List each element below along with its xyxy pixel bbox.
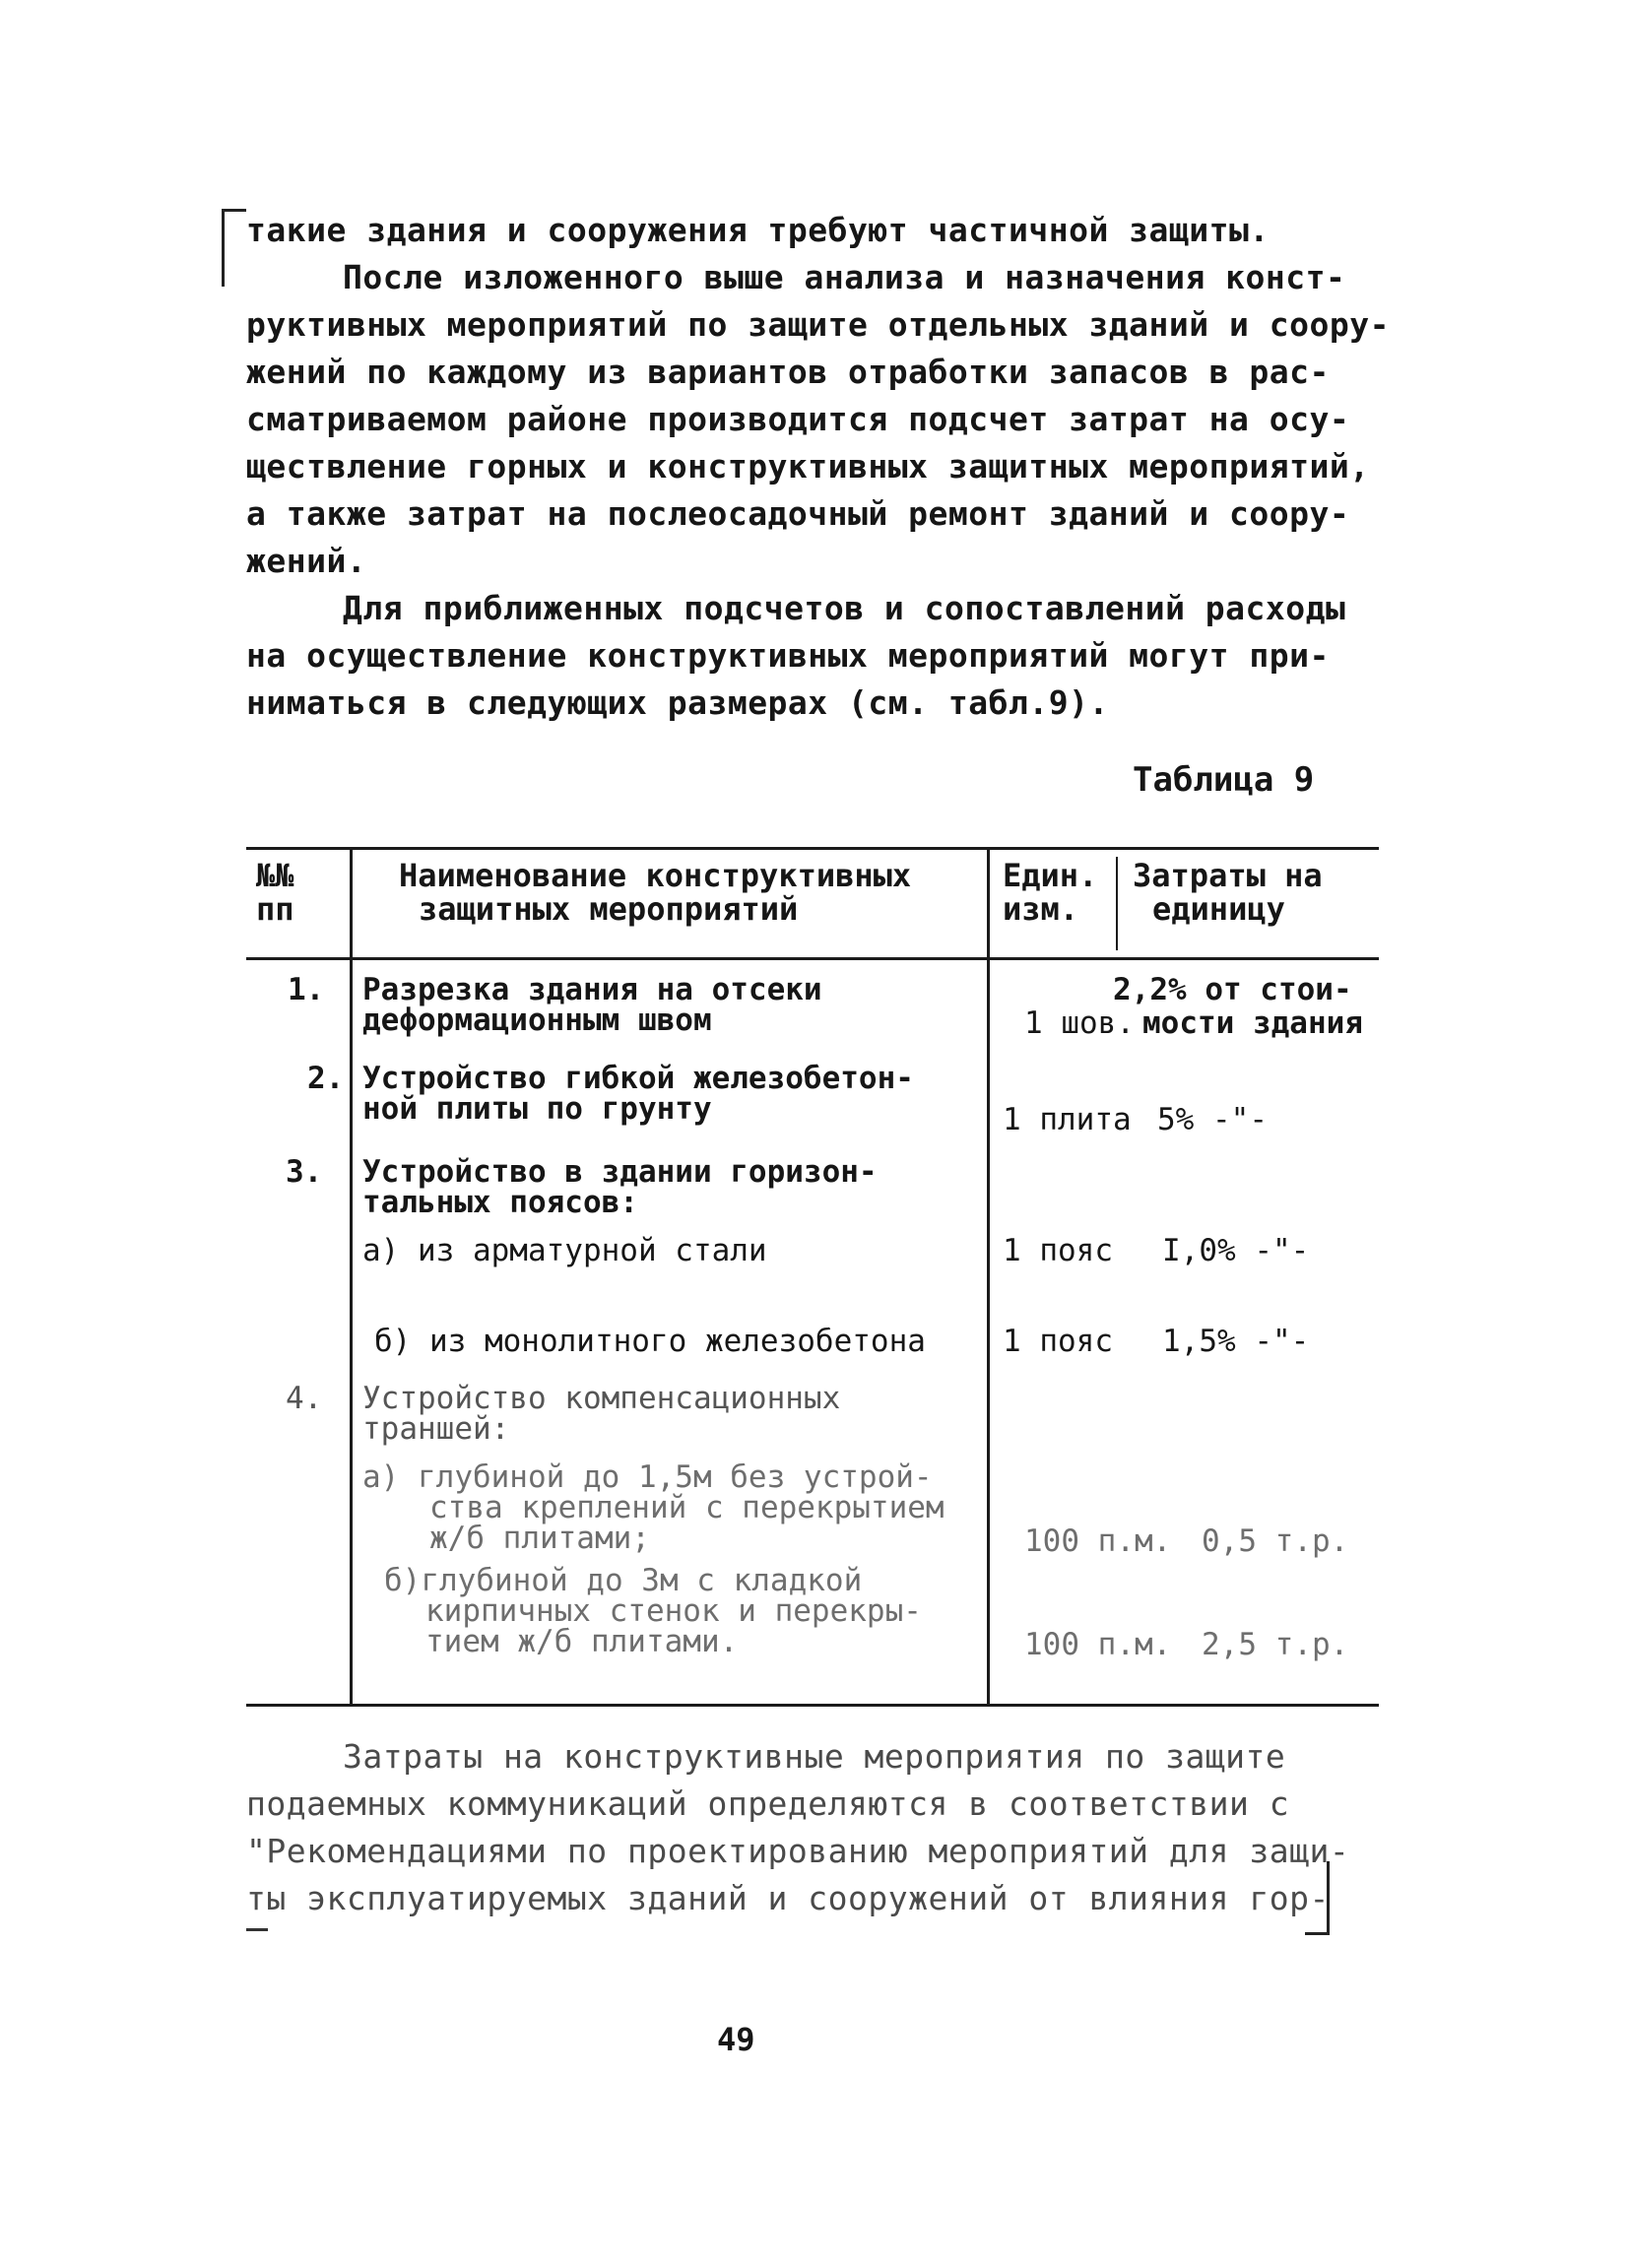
row-name (362, 1154, 878, 1220)
header-cost-line: Затраты на (1133, 857, 1323, 894)
subrow-name-line: тием ж/б плитами. (425, 1624, 739, 1659)
subrow-name (362, 1459, 945, 1556)
header-rule (246, 957, 1379, 960)
subrow-name-line: а) глубиной до 1,5м без устрой- (362, 1459, 933, 1495)
header-num (256, 859, 294, 926)
text-line: руктивных мероприятий по защите отдельных зданий и соору- (246, 305, 1390, 344)
subrow-cost: 2,5 т.р. (1202, 1627, 1349, 1662)
row-name-line: Устройство гибкой железобетон- (362, 1061, 914, 1096)
row-name-line: Разрезка здания на отсеки (362, 972, 822, 1007)
subrow-cost: I,0% -"- (1162, 1233, 1310, 1268)
subrow-cost: 1,5% -"- (1162, 1324, 1310, 1359)
header-num-line: пп (256, 890, 294, 928)
text-line: сматриваемом районе производится подсчет затрат на осу- (246, 400, 1350, 438)
row-name (362, 1061, 914, 1127)
subrow-name-line: б)глубиной до 3м с кладкой (384, 1563, 863, 1598)
text-line: ты эксплуатируемых зданий и сооружений от влияния гор- (246, 1879, 1330, 1917)
margin-mark (246, 1928, 268, 1931)
header-unit-line: Един. (1003, 857, 1098, 894)
text-line: подаемных коммуникаций определяются в соответствии с (246, 1784, 1290, 1823)
subrow-cost: 0,5 т.р. (1202, 1523, 1349, 1559)
table-bottom-rule (246, 1704, 1379, 1707)
row-number: 2. (307, 1061, 345, 1096)
row-name-line: деформационным швом (362, 1003, 712, 1038)
text-line: Для приближенных подсчетов и сопоставлений расходы (343, 589, 1346, 627)
row-name-line: ной плиты по грунту (362, 1091, 712, 1127)
column-divider (987, 847, 990, 1707)
margin-bracket-bottom (1305, 1861, 1330, 1935)
intro-paragraph (246, 207, 1390, 727)
text-line: а также затрат на послеосадочный ремонт зданий и соору- (246, 494, 1350, 533)
page-number: 49 (717, 2021, 755, 2058)
subrow-unit: 100 п.м. (1024, 1627, 1172, 1662)
row-name-line: траншей: (362, 1411, 510, 1447)
header-num-line: №№ (256, 857, 294, 894)
subrow-name-line: кирпичных стенок и перекры- (425, 1593, 922, 1629)
row-number: 1. (288, 972, 325, 1007)
row-name (362, 972, 822, 1038)
row-number: 3. (286, 1154, 323, 1190)
header-cost-line: единицу (1152, 890, 1285, 928)
row-unit: 1 плита (1003, 1102, 1132, 1137)
text-line: ниматься в следующих размерах (см. табл.9). (246, 683, 1109, 722)
subrow-name-line: ж/б плитами; (429, 1521, 650, 1556)
margin-bracket-top (222, 209, 246, 287)
subrow-name-line: ства креплений с перекрытием (429, 1490, 945, 1525)
header-name (399, 859, 911, 926)
table-top-rule (246, 847, 1379, 850)
header-unit-divider (1116, 857, 1118, 950)
subrow-name: б) из монолитного железобетона (374, 1324, 926, 1359)
subrow-name: а) из арматурной стали (362, 1233, 767, 1268)
text-line: жений. (246, 542, 367, 580)
subrow-unit: 100 п.м. (1024, 1523, 1172, 1559)
row-number: 4. (286, 1381, 323, 1416)
subrow-unit: 1 пояс (1003, 1233, 1113, 1268)
outro-paragraph (246, 1733, 1359, 1922)
cost-table (246, 847, 1379, 1707)
row-cost: 5% -"- (1157, 1102, 1268, 1137)
subrow-unit: 1 пояс (1003, 1324, 1113, 1359)
header-unit (1003, 859, 1097, 926)
text-line: "Рекомендациями по проектированию мероприятий для защи- (246, 1832, 1350, 1870)
row-unit: 1 шов. (1024, 1005, 1135, 1041)
row-cost-bottom: мости здания (1142, 1005, 1363, 1041)
header-cost (1133, 859, 1323, 926)
text-line: жений по каждому из вариантов отработки запасов в рас- (246, 353, 1330, 391)
header-unit-line: изм. (1003, 890, 1079, 928)
row-name (362, 1381, 841, 1447)
row-name-line: тальных поясов: (362, 1185, 638, 1220)
header-name-line: Наименование конструктивных (399, 857, 912, 894)
column-divider (350, 847, 353, 1707)
text-line: После изложенного выше анализа и назначения конст- (343, 258, 1346, 296)
subrow-name (384, 1563, 922, 1659)
text-line: ществление горных и конструктивных защитных мероприятий, (246, 447, 1370, 486)
header-name-line: защитных мероприятий (419, 890, 799, 928)
row-name-line: Устройство в здании горизон- (362, 1154, 878, 1190)
text-line: Затраты на конструктивные мероприятия по защите (343, 1737, 1286, 1776)
text-line: такие здания и сооружения требуют частичной защиты. (246, 211, 1270, 249)
table-title: Таблица 9 (1133, 760, 1315, 800)
row-cost-top: 2,2% от стои- (1113, 972, 1352, 1007)
row-name-line: Устройство компенсационных (362, 1381, 841, 1416)
text-line: на осуществление конструктивных мероприятий могут при- (246, 636, 1330, 675)
